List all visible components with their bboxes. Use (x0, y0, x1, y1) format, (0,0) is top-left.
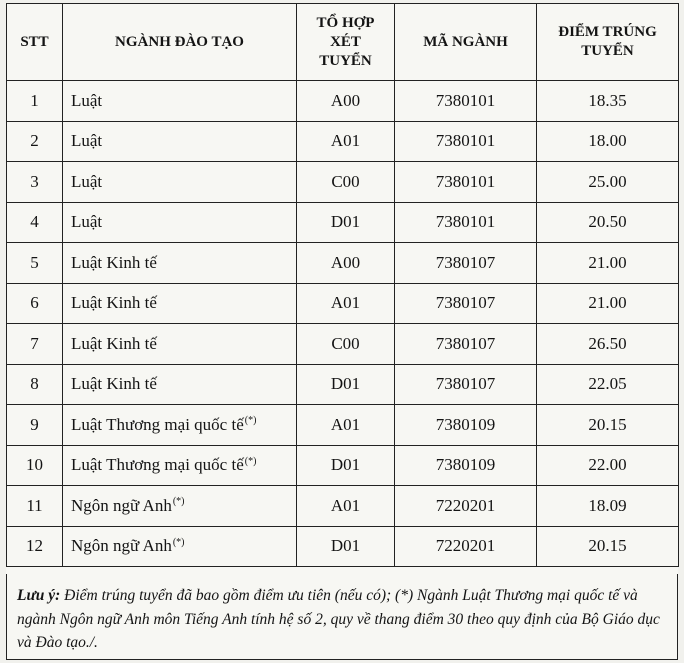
table-row (7, 81, 679, 122)
table-row (7, 121, 679, 162)
cell-combination: D01 (297, 364, 395, 405)
cell-major-code: 7220201 (395, 526, 537, 567)
header-combination: TỔ HỢP XÉT TUYỂN (297, 4, 395, 81)
cell-score: 22.00 (537, 445, 679, 486)
cell-major-code: 7380107 (395, 283, 537, 324)
cell-major: Ngôn ngữ Anh(*) (63, 526, 297, 567)
footnote-mark: (*) (172, 496, 185, 508)
cell-combination: A01 (297, 486, 395, 527)
footnote-label: Lưu ý: (17, 587, 61, 604)
cell-major-code: 7380101 (395, 162, 537, 203)
footnote-mark: (*) (172, 536, 185, 548)
header-stt: STT (7, 4, 63, 81)
cell-stt: 1 (7, 81, 63, 122)
cell-combination: A01 (297, 283, 395, 324)
header-major-code: MÃ NGÀNH (395, 4, 537, 81)
cell-stt: 9 (7, 405, 63, 446)
cell-score: 20.50 (537, 202, 679, 243)
cell-major-code: 7380109 (395, 405, 537, 446)
cell-major: Luật Kinh tế (63, 324, 297, 365)
footnote-text: Điểm trúng tuyển đã bao gồm điểm ưu tiên (nếu có); (*) Ngành Luật Thương mại quốc tế và ngành Ngôn ngữ Anh môn Tiếng Anh tính hệ số 2, quy về thang điểm 30 theo quy định của Bộ Giáo dục và Đào tạo./. (17, 587, 660, 651)
footnote-mark: (*) (244, 455, 257, 467)
footnote-mark: (*) (244, 415, 257, 427)
header-major: NGÀNH ĐÀO TẠO (63, 4, 297, 81)
cell-major-code: 7380107 (395, 324, 537, 365)
cell-major: Luật Thương mại quốc tế(*) (63, 405, 297, 446)
cell-major: Luật Kinh tế (63, 364, 297, 405)
footnote (6, 574, 678, 660)
cell-major: Luật (63, 202, 297, 243)
cell-combination: A01 (297, 121, 395, 162)
cell-stt: 3 (7, 162, 63, 203)
cell-major-code: 7380101 (395, 121, 537, 162)
cell-combination: A00 (297, 81, 395, 122)
cell-major: Luật Thương mại quốc tế(*) (63, 445, 297, 486)
document-page (6, 3, 678, 660)
table-row (7, 405, 679, 446)
cell-score: 18.09 (537, 486, 679, 527)
cell-major: Luật (63, 162, 297, 203)
cell-major-code: 7380107 (395, 243, 537, 284)
cell-stt: 6 (7, 283, 63, 324)
table-header-row (7, 4, 679, 81)
cell-stt: 10 (7, 445, 63, 486)
cell-major-code: 7220201 (395, 486, 537, 527)
header-score: ĐIỂM TRÚNG TUYỂN (537, 4, 679, 81)
cell-major: Luật Kinh tế (63, 243, 297, 284)
cell-score: 21.00 (537, 283, 679, 324)
cell-combination: A00 (297, 243, 395, 284)
table-row (7, 364, 679, 405)
cell-stt: 5 (7, 243, 63, 284)
cell-major: Luật Kinh tế (63, 283, 297, 324)
cell-major-code: 7380101 (395, 81, 537, 122)
cell-major-code: 7380107 (395, 364, 537, 405)
cell-combination: D01 (297, 526, 395, 567)
cell-combination: C00 (297, 162, 395, 203)
cell-combination: D01 (297, 445, 395, 486)
cell-major: Luật (63, 81, 297, 122)
cell-score: 18.35 (537, 81, 679, 122)
table-row (7, 526, 679, 567)
table-row (7, 162, 679, 203)
table-row (7, 243, 679, 284)
table-row (7, 202, 679, 243)
cell-score: 18.00 (537, 121, 679, 162)
table-body (7, 81, 679, 567)
cell-score: 20.15 (537, 405, 679, 446)
cell-combination: A01 (297, 405, 395, 446)
cell-major: Luật (63, 121, 297, 162)
cell-stt: 2 (7, 121, 63, 162)
cell-score: 22.05 (537, 364, 679, 405)
table-row (7, 324, 679, 365)
table-row (7, 283, 679, 324)
cell-stt: 11 (7, 486, 63, 527)
cell-stt: 7 (7, 324, 63, 365)
cell-score: 20.15 (537, 526, 679, 567)
cell-combination: D01 (297, 202, 395, 243)
table-row (7, 486, 679, 527)
admission-score-table (6, 3, 679, 567)
cell-stt: 8 (7, 364, 63, 405)
cell-major: Ngôn ngữ Anh(*) (63, 486, 297, 527)
cell-stt: 4 (7, 202, 63, 243)
table-row (7, 445, 679, 486)
cell-score: 26.50 (537, 324, 679, 365)
cell-major-code: 7380109 (395, 445, 537, 486)
cell-major-code: 7380101 (395, 202, 537, 243)
cell-score: 25.00 (537, 162, 679, 203)
cell-combination: C00 (297, 324, 395, 365)
cell-stt: 12 (7, 526, 63, 567)
cell-score: 21.00 (537, 243, 679, 284)
